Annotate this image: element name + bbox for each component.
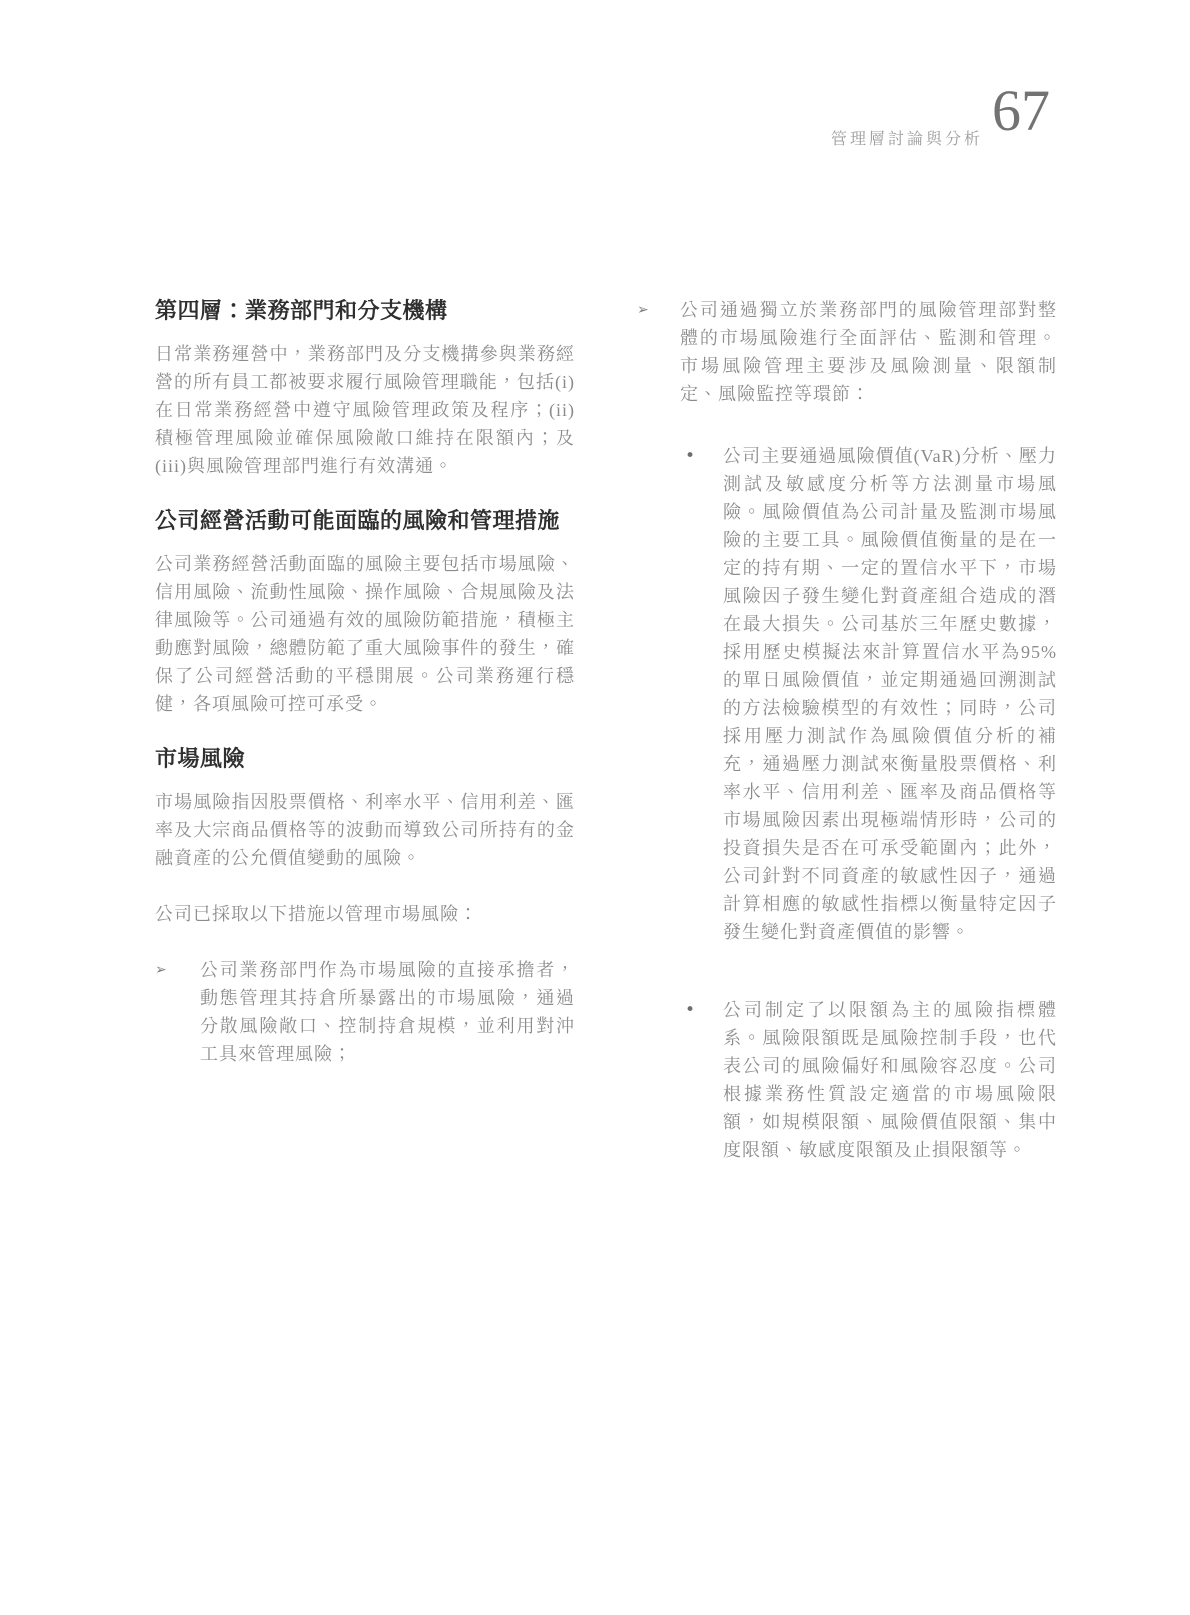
bullet-text-risk-management-dept: 公司通過獨立於業務部門的風險管理部對整體的市場風險進行全面評估、監測和管理。市場風險管理主要涉及風險測量、限額制定、風險監控等環節： bbox=[680, 300, 1057, 404]
sub-bullet-text-risk-limits: 公司制定了以限額為主的風險指標體系。風險限額既是風險控制手段，也代表公司的風險偏好和風險容忍度。公司根據業務性質設定適當的市場風險限額，如規模限額、風險價值限額、集中度限額、敏感度限額及止損限額等。 bbox=[723, 1000, 1057, 1160]
page-number: 67 bbox=[992, 78, 1050, 143]
sub-bullet-text-var-analysis: 公司主要通過風險價值(VaR)分析、壓力測試及敏感度分析等方法測量市場風險。風險價值為公司計量及監測市場風險的主要工具。風險價值衡量的是在一定的持有期、一定的置信水平下，市場風險因子發生變化對資產組合造成的潛在最大損失。公司基於三年歷史數據，採用歷史模擬法來計算置信水平為95%的單日風險價值，並定期通過回溯測試的方法檢驗模型的有效性；同時，公司採用壓力測試作為風險價值分析的補充，通過壓力測試來衡量股票價格、利率水平、信用利差、匯率及商品價格等市場風險因素出現極端情形時，公司的投資損失是否在可承受範圍內；此外，公司針對不同資產的敏感性因子，通過計算相應的敏感性指標以衡量特定因子發生變化對資產價值的影響。 bbox=[723, 446, 1057, 942]
bullet-item-business-departments bbox=[155, 956, 575, 1068]
right-column bbox=[637, 296, 1057, 1164]
sub-bullet-item-var-analysis bbox=[637, 442, 1057, 946]
heading-operational-risks: 公司經營活動可能面臨的風險和管理措施 bbox=[155, 508, 561, 533]
bullet-text-business-departments: 公司業務部門作為市場風險的直接承擔者，動態管理其持倉所暴露出的市場風險，通過分散風險敞口、控制持倉規模，並利用對沖工具來管理風險； bbox=[200, 960, 575, 1064]
paragraph-market-risk-definition: 市場風險指因股票價格、利率水平、信用利差、匯率及大宗商品價格等的波動而導致公司所持有的金融資產的公允價值變動的風險。 bbox=[155, 792, 575, 868]
sub-bullet-item-risk-limits bbox=[637, 996, 1057, 1164]
paragraph-tier-four-body: 日常業務運營中，業務部門及分支機搆參與業務經營的所有員工都被要求履行風險管理職能，包括(i)在日常業務經營中遵守風險管理政策及程序；(ii)積極管理風險並確保風險敞口維持在限額內；及(iii)與風險管理部門進行有效溝通。 bbox=[155, 344, 575, 476]
left-column bbox=[155, 296, 575, 1164]
paragraph-measures-intro: 公司已採取以下措施以管理市場風險： bbox=[155, 904, 478, 924]
dot-bullet-icon: • bbox=[685, 1000, 696, 1020]
arrow-bullet-icon: ➢ bbox=[155, 962, 167, 978]
bullet-item-risk-management-dept bbox=[637, 296, 1057, 408]
heading-market-risk: 市場風險 bbox=[155, 746, 246, 771]
running-title: 管理層討論與分析 bbox=[830, 131, 983, 148]
paragraph-operational-risks-body: 公司業務經營活動面臨的風險主要包括市場風險、信用風險、流動性風險、操作風險、合規風險及法律風險等。公司通過有效的風險防範措施，積極主動應對風險，總體防範了重大風險事件的發生，確保了公司經營活動的平穩開展。公司業務運行穩健，各項風險可控可承受。 bbox=[155, 554, 575, 714]
heading-tier-four: 第四層：業務部門和分支機構 bbox=[155, 298, 448, 323]
content-columns bbox=[155, 296, 1057, 1164]
dot-bullet-icon: • bbox=[685, 446, 696, 466]
arrow-bullet-icon: ➢ bbox=[637, 302, 649, 318]
